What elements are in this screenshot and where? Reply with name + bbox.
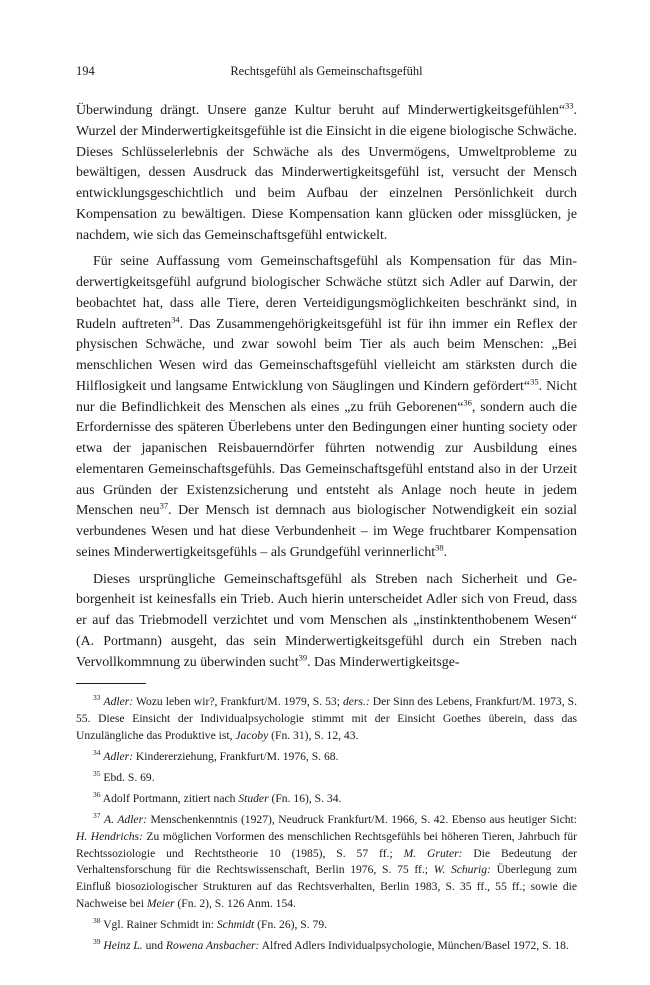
book-page [76,0,577,959]
text-run: (Fn. 2), S. 126 Anm. 154. [174,897,296,911]
footnote-marker: 38 [93,916,101,926]
footnote [76,917,577,934]
footnote-marker: 33 [565,100,574,111]
running-title: Rechtsgefühl als Gemeinschaftsgefühl [230,64,423,78]
text-run: (Fn. 31), S. 12, 43. [268,729,359,743]
footnote [76,938,577,955]
text-run: . Der Mensch ist demnach aus biologischer Notwendigkeit ein sozial verbundenes Wesen und hat diese Verbundenheit – im Wege fruchtbarer Kompensation seines Minderwertigkeitsgefühls – als Grundgefühl verinnerlicht [76,503,577,560]
text-run: Alfred Adlers Individualpsychologie, München/Basel 1972, S. 18. [259,939,569,953]
footnote-marker: 34 [171,313,180,324]
italic-text: Adler: [103,749,134,763]
paragraph [76,101,577,246]
text-run: . Nicht nur die Befindlichkeit des Menschen als eines „zu früh Geborenen“ [76,378,577,415]
italic-text: Jacoby [235,729,269,743]
text-run: Die Bedeutung der Verhaltensforschung für die Rechtswissenschaft, Berlin 1976, S. 75 ff.; [76,846,577,877]
italic-text: Meier [146,897,175,911]
page-header [76,64,577,84]
text-run: , sondern auch die Erfordernisse des späteren Überlebens unter den Bedingungen einer hunting society oder etwa der japanischen Reisbauerndörfer führten notwendig zur Ausbildung eines elementaren Gemeinschaftsgefühls. Das Gemeinschaftsgefühl entstand also in der Urzeit aus Gründen der Existenzsicherung und entsteht als Anlage noch heute in jedem Menschen neu [76,399,577,519]
text-run: Zu möglichen Vorformen des menschlichen Rechtsgefühls bei höheren Tieren, Jahrbuch für Rechtssoziologie und Rechtstheorie 10 (1985), S. 57 ff.; [76,829,577,860]
italic-text: Schmidt [216,918,255,932]
text-run: Menschenkenntnis (1927), Neudruck Frankfurt/M. 1966, S. 42. Ebenso aus heutiger Sicht: [146,812,577,826]
text-run: Dieses ursprüngliche Gemeinschaftsgefühl als Streben nach Sicherheit und Geborgenheit ist keinesfalls ein Trieb. Auch hierin unterscheidet Adler sich von Freud, dass er auf das Triebmodell verzichtet und vom Menschen als „instinktenthobenem Wesen“ (A. Portmann) ausgeht, das sein Minderwertigkeitsgefühl durch ein Streben nach Vervollkommnung zu überwinden sucht [76,571,577,670]
italic-text: M. Gruter: [403,846,463,860]
footnote-marker: 37 [93,810,101,820]
italic-text: Adler: [103,695,134,709]
text-run: Adolf Portmann, zitiert nach [100,791,239,805]
text-run: . Das Minderwertigkeitsge- [307,654,460,670]
page-number: 194 [76,64,95,78]
text-run: Ebd. S. 69. [100,770,155,784]
text-run: . [443,544,448,560]
italic-text: ders.: [342,695,370,709]
footnote-marker: 36 [93,789,101,799]
footnote-marker: 36 [463,396,472,407]
paragraph [76,252,577,563]
footnote-marker: 38 [435,542,444,553]
main-text [76,101,577,673]
text-run: Wozu leben wir?, Frankfurt/M. 1979, S. 53; [133,695,343,709]
footnote [76,812,577,913]
footnote [76,770,577,787]
footnote-marker: 39 [298,651,308,662]
text-run: Vgl. Rainer Schmidt in: [100,918,217,932]
footnote-marker: 37 [159,500,169,511]
text-run: Der Sinn des Lebens, Frankfurt/M. 1973, S. 55. Diese Einsicht der Individualpsychologie stimmt mit der Einsicht Goethes überein, dass das Unzulängliche das Produktive ist, [76,695,577,743]
text-run: . Das Zusammengehörigkeitsgefühl ist für ihn immer ein Reflex der physischen Schwäche, und zwar sowohl beim Tier als auch beim Menschen: „Bei menschlichen Wesen wird das Gemeinschaftsgefühl vielleicht am stärksten durch die Hilflosigkeit und langsame Entwicklung von Säuglingen und Kindern gefördert“ [76,316,577,394]
footnotes [76,694,577,955]
text-run: (Fn. 26), S. 79. [254,918,328,932]
italic-text: W. Schurig: [433,863,491,877]
text-run: Für seine Auffassung vom Gemeinschaftsgefühl als Kompensation für das Minderwertigkeitsgefühl aufgrund biologischer Schwäche stützt sich Adler auf Darwin, der beobachtet hat, dass alle Tiere, deren Verteidigungsmöglichkeiten beschränkt sind, in Rudeln auftreten [76,254,577,332]
paragraph [76,570,577,674]
footnote [76,791,577,808]
footnote-separator [76,683,146,684]
text-run: . Wurzel der Minderwertigkeitsgefühle ist die Einsicht in die eigene biologische Schwäche. Dieses Schlüsselerlebnis der Schwäche als des Unvermögens, Umweltprobleme zu bewältigen, dessen Ausdruck das Minderwertigkeitsgefühl ist, versucht der Mensch entwicklungsgeschichtlich und beim Aufbau der einzelnen Persönlichkeit durch Kompensation zu bewältigen. Diese Kompensation kann glücken oder missglücken, je nachdem, wie sich das Gemeinschaftsgefühl entwickelt. [76,103,577,243]
italic-text: H. Hendrichs: [76,829,143,843]
italic-text: Heinz L. [103,939,143,953]
text-run: und [142,939,166,953]
text-run: Überlegung zum Einfluß biosoziologischer Strukturen auf das Rechtsverhalten, Berlin 1983, S. 35 ff., 55 ff.; sowie die Nachweise bei [76,863,577,911]
footnote-marker: 33 [93,693,101,703]
footnote-marker: 34 [93,748,101,758]
italic-text: Rowena Ansbacher: [165,939,260,953]
italic-text: A. Adler: [104,812,147,826]
footnote [76,694,577,745]
text-run: (Fn. 16), S. 34. [268,791,342,805]
italic-text: Studer [238,791,269,805]
footnote-marker: 35 [530,376,539,387]
footnote-marker: 39 [93,937,101,947]
footnote [76,749,577,766]
footnote-marker: 35 [93,769,101,779]
text-run: Kindererziehung, Frankfurt/M. 1976, S. 68. [133,749,339,763]
text-run: Überwindung drängt. Unsere ganze Kultur beruht auf Minderwertigkeitsgefühlen“ [76,103,566,118]
